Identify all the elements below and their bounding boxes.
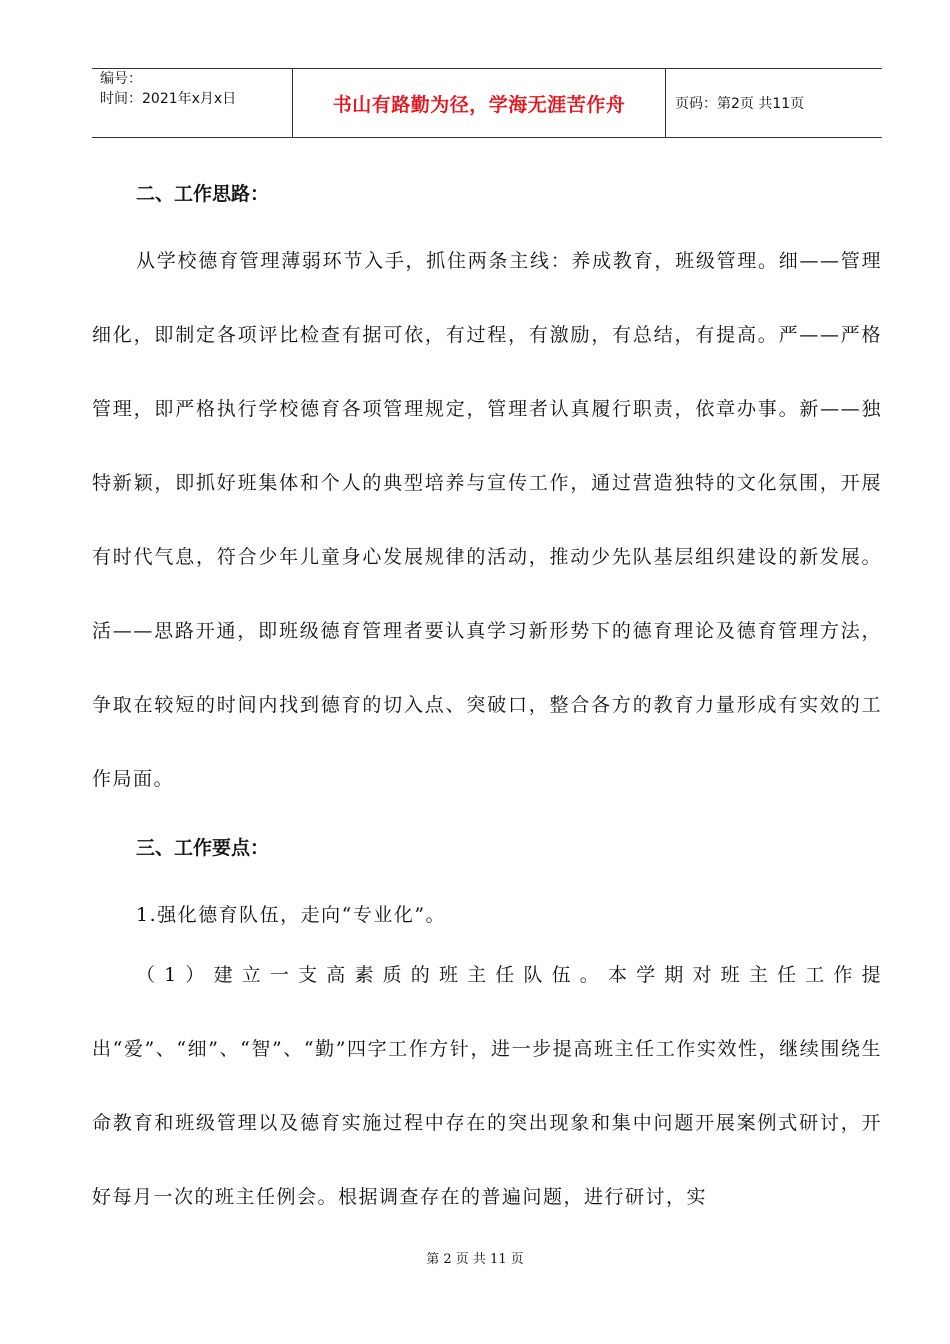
page-footer: 第 2 页 共 11 页 [426,1252,524,1267]
paragraph-work-ideas: 从学校德育管理薄弱环节入手，抓住两条主线：养成教育，班级管理。细——管理细化，即制定各项评比检查有据可依，有过程，有激励，有总结，有提高。严——严格管理，即严格执行学校德育各项管理规定，管理者认真履行职责，依章办事。新——独特新颖，即抓好班集体和个人的典型培养与宣传工作，通过营造独特的文化氛围，开展有时代气息，符合少年儿童身心发展规律的活动，推动少先队基层组织建设的新发展。活——思路开通，即班级德育管理者要认真学习新形势下的德育理论及德育管理方法，争取在较短的时间内找到德育的切入点、突破口，整合各方的教育力量形成有实效的工作局面。 [92,250,882,790]
list-item-strengthen-team: 1.强化德育队伍，走向“专业化”。 [136,904,447,926]
section-heading-work-ideas: 二、工作思路： [136,183,270,205]
header-page-info: 页码：第2页 共11页 [675,96,805,112]
document-time-label: 时间：2021年x月x日 [100,91,237,107]
header-meta-cell [92,69,292,137]
header-page-cell [665,69,882,137]
document-header [92,68,882,138]
document-body [92,160,882,1234]
header-motto-cell [292,69,666,137]
paragraph-class-teacher-team: （1）建立一支高素质的班主任队伍。本学期对班主任工作提出“爱”、“细”、“智”、“勤”四字工作方针，进一步提高班主任工作实效性，继续围绕生命教育和班级管理以及德育实施过程中存在的突出现象和集中问题开展案例式研讨，开好每月一次的班主任例会。根据调查存在的普遍问题，进行研讨，实 [92,964,882,1208]
header-motto: 书山有路勤为径，学海无涯苦作舟 [332,93,626,116]
document-number-label: 编号： [100,71,142,87]
section-heading-work-points: 三、工作要点： [136,837,270,859]
